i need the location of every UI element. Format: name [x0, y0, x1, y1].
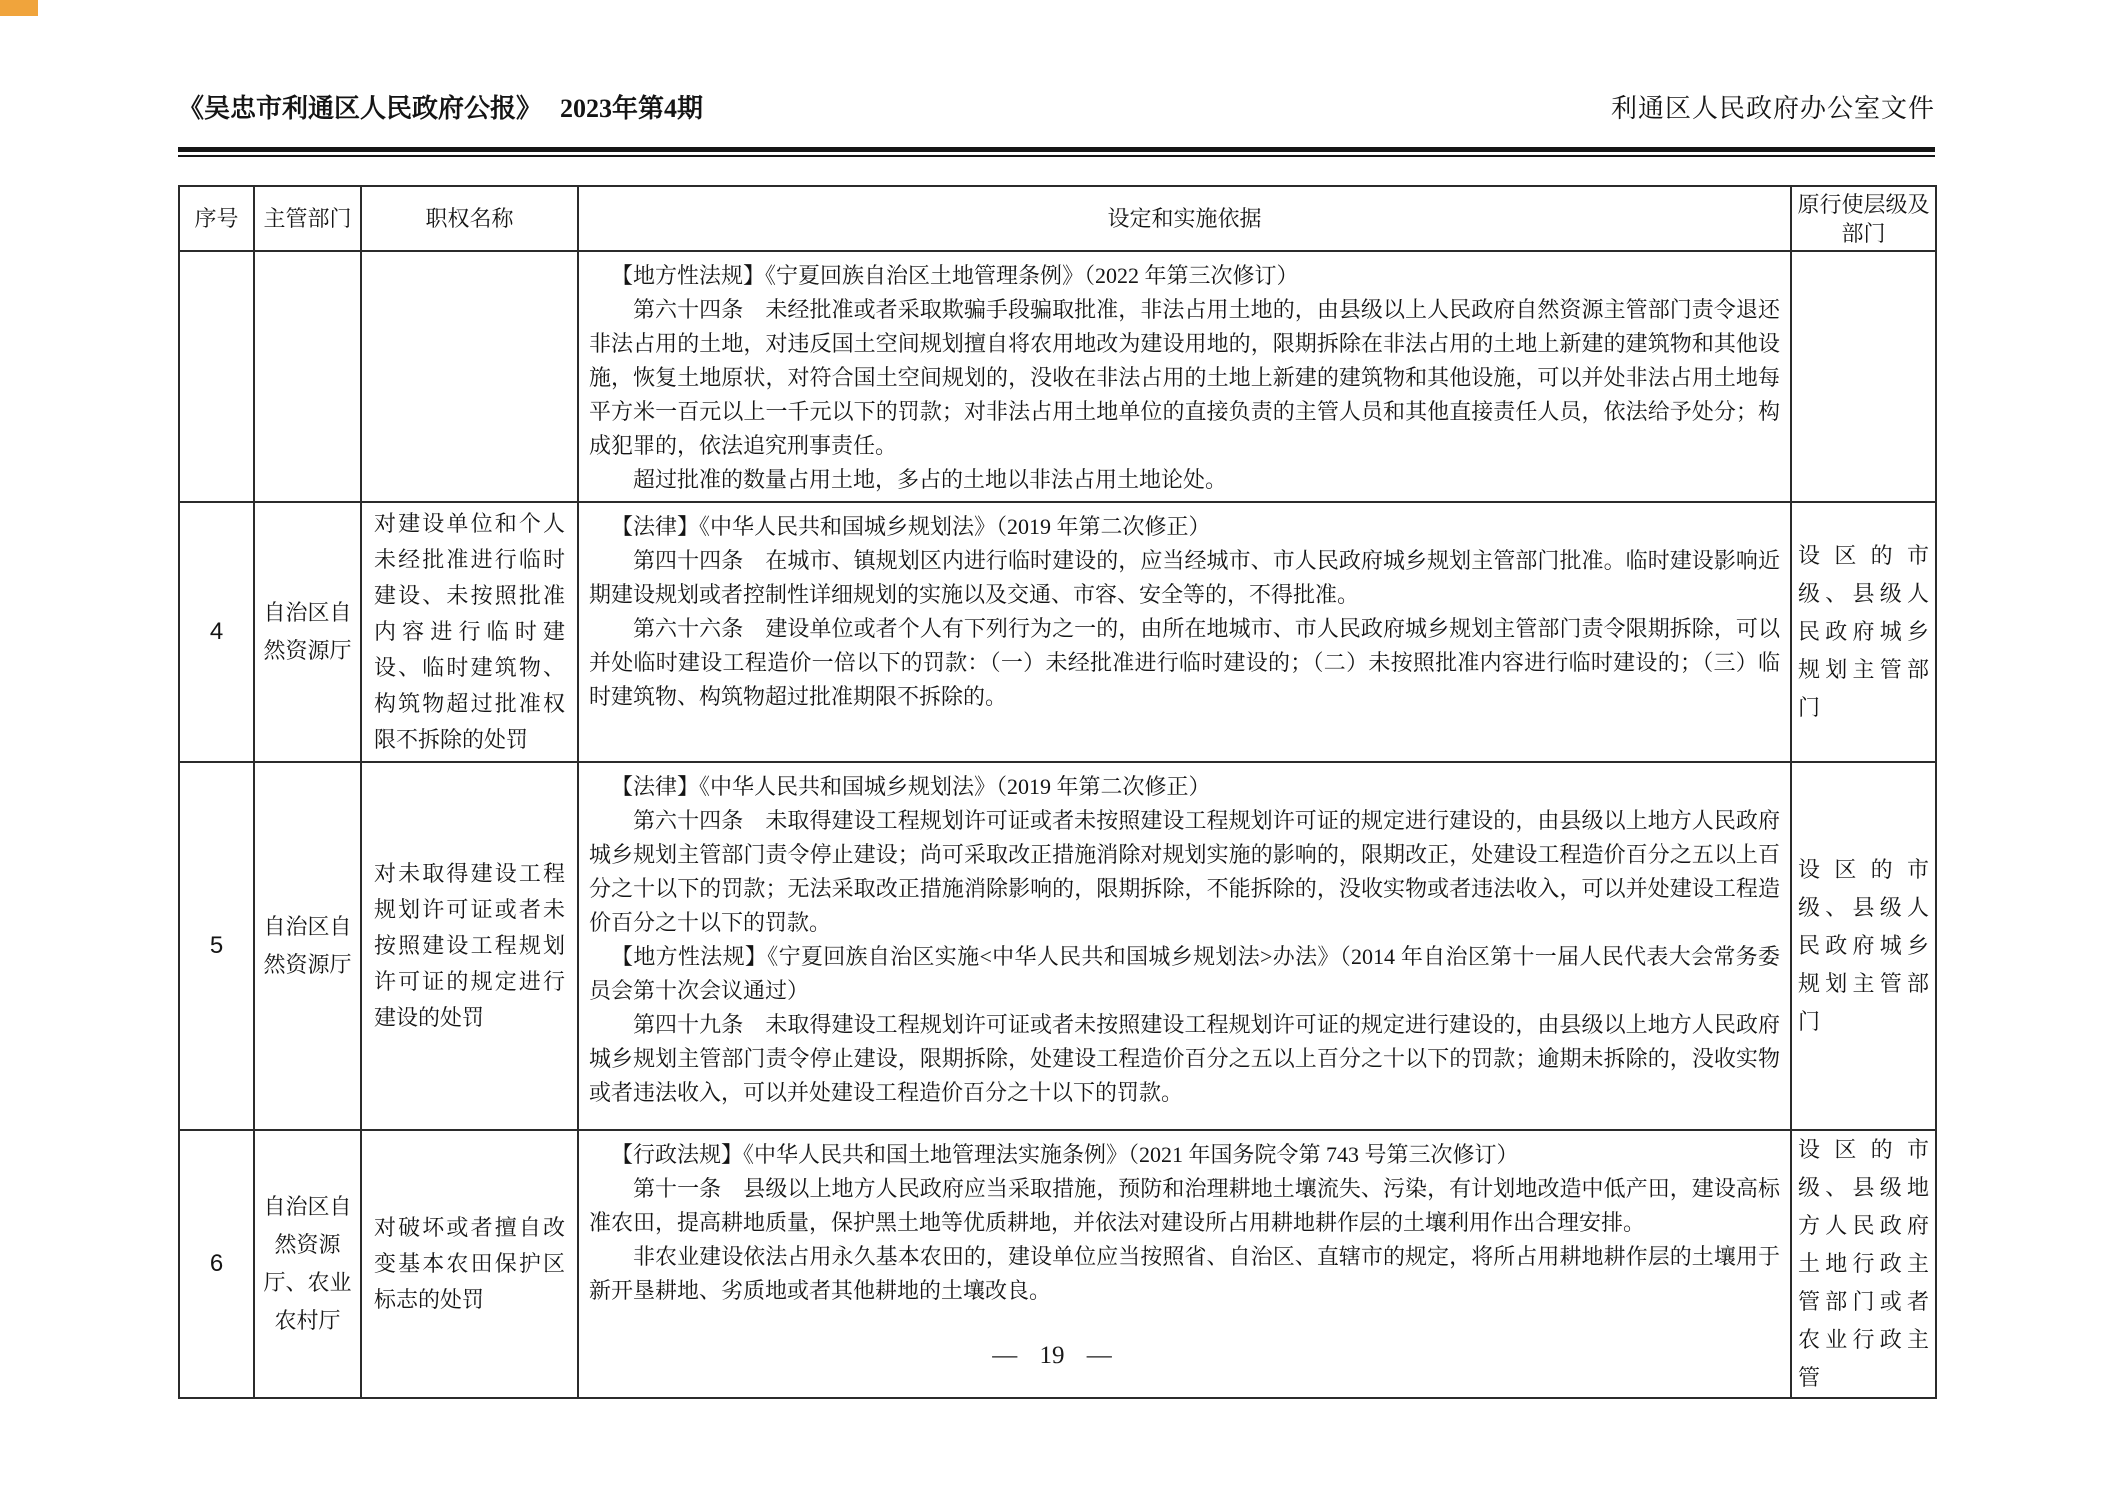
cell-power-name: 对未取得建设工程规划许可证或者未按照建设工程规划许可证的规定进行建设的处罚 — [361, 762, 578, 1130]
basis-paragraph: 第四十九条 未取得建设工程规划许可证或者未按照建设工程规划许可证的规定进行建设的，由县级以上地方人民政府城乡规划主管部门责令停止建设，限期拆除，处建设工程造价百分之五以上百分之十以下的罚款；逾期未拆除的，没收实物或者违法收入，可以并处建设工程造价百分之十以下的罚款。 — [589, 1012, 1780, 1105]
basis-paragraph: 第四十四条 在城市、镇规划区内进行临时建设的，应当经城市、市人民政府城乡规划主管部门批准。临时建设影响近期建设规划或者控制性详细规划的实施以及交通、市容、安全等的，不得批准。 — [589, 548, 1780, 607]
page-number: — 19 — — [992, 1342, 1112, 1369]
table-row-4 — [179, 502, 1936, 762]
cell-serial: 4 — [179, 502, 254, 762]
cell-original-level — [1791, 251, 1936, 502]
basis-paragraph: 非农业建设依法占用永久基本农田的，建设单位应当按照省、自治区、直辖市的规定，将所占用耕地耕作层的土壤用于新开垦耕地、劣质地或者其他耕地的土壤改良。 — [589, 1244, 1780, 1303]
col-header-department: 主管部门 — [254, 186, 361, 251]
basis-paragraph: 第六十四条 未取得建设工程规划许可证或者未按照建设工程规划许可证的规定进行建设的，由县级以上地方人民政府城乡规划主管部门责令停止建设；尚可采取改正措施消除对规划实施的影响的，限期改正，处建设工程造价百分之五以上百分之十以下的罚款；无法采取改正措施消除影响的，限期拆除，不能拆除的，没收实物或者违法收入，可以并处建设工程造价百分之十以下的罚款。 — [589, 808, 1780, 935]
page-footer — [0, 1342, 2104, 1370]
cell-department: 自治区自然资源厅、农业农村厅 — [254, 1130, 361, 1398]
basis-paragraph: 超过批准的数量占用土地，多占的土地以非法占用土地论处。 — [633, 467, 1228, 492]
cell-department — [254, 251, 361, 502]
gazette-issue: 2023年第4期 — [560, 94, 704, 123]
gazette-title: 《吴忠市利通区人民政府公报》 — [178, 94, 543, 123]
cell-power-name — [361, 251, 578, 502]
cell-serial: 6 — [179, 1130, 254, 1398]
cell-serial: 5 — [179, 762, 254, 1130]
basis-paragraph: 第六十四条 未经批准或者采取欺骗手段骗取批准，非法占用土地的，由县级以上人民政府自然资源主管部门责令退还非法占用的土地，对违反国土空间规划擅自将农用地改为建设用地的，限期拆除在非法占用的土地上新建的建筑物和其他设施，恢复土地原状，对符合国土空间规划的，没收在非法占用的土地上新建的建筑物和其他设施，可以并处非法占用土地每平方米一百元以上一千元以下的罚款；对非法占用土地单位的直接负责的主管人员和其他直接责任人员，依法给予处分；构成犯罪的，依法追究刑事责任。 — [589, 297, 1780, 458]
cell-power-name: 对建设单位和个人未经批准进行临时建设、未按照批准内容进行临时建设、临时建筑物、构筑物超过批准权限不拆除的处罚 — [361, 502, 578, 762]
basis-paragraph: 【法律】《中华人民共和国城乡规划法》（2019 年第二次修正） — [611, 514, 1211, 539]
cell-original-level: 设区的市级、县级地方人民政府土地行政主管部门或者农业行政主管 — [1791, 1130, 1936, 1398]
col-header-basis: 设定和实施依据 — [578, 186, 1791, 251]
cell-original-level: 设区的市级、县级人民政府城乡规划主管部门 — [1791, 502, 1936, 762]
col-header-original-level: 原行使层级及部门 — [1791, 186, 1936, 251]
basis-paragraph: 【法律】《中华人民共和国城乡规划法》（2019 年第二次修正） — [611, 774, 1211, 799]
basis-paragraph: 第六十六条 建设单位或者个人有下列行为之一的，由所在地城市、市人民政府城乡规划主管部门责令限期拆除，可以并处临时建设工程造价一倍以下的罚款：（一）未经批准进行临时建设的；（二）未按照批准内容进行临时建设的；（三）临时建筑物、构筑物超过批准期限不拆除的。 — [589, 616, 1780, 709]
basis-paragraph: 【地方性法规】《宁夏回族自治区土地管理条例》（2022 年第三次修订） — [611, 263, 1299, 288]
cell-department: 自治区自然资源厅 — [254, 502, 361, 762]
col-header-power-name: 职权名称 — [361, 186, 578, 251]
basis-paragraph: 【行政法规】《中华人民共和国土地管理法实施条例》（2021 年国务院令第 743 号第三次修订） — [611, 1142, 1519, 1167]
cell-basis — [578, 502, 1791, 762]
table-header-row — [179, 186, 1936, 251]
cell-power-name: 对破坏或者擅自改变基本农田保护区标志的处罚 — [361, 1130, 578, 1398]
gazette-header — [178, 92, 703, 126]
cell-department: 自治区自然资源厅 — [254, 762, 361, 1130]
cell-basis — [578, 251, 1791, 502]
table-row-5 — [179, 762, 1936, 1130]
header-divider-rule — [178, 147, 1935, 157]
col-header-serial: 序号 — [179, 186, 254, 251]
scan-corner-mark — [0, 0, 38, 16]
page-header — [178, 92, 1935, 126]
table-row-continued — [179, 251, 1936, 502]
cell-original-level: 设区的市级、县级人民政府城乡规划主管部门 — [1791, 762, 1936, 1130]
basis-paragraph: 【地方性法规】《宁夏回族自治区实施<中华人民共和国城乡规划法>办法》（2014 年自治区第十一届人民代表大会常务委员会第十次会议通过） — [589, 944, 1780, 1003]
basis-paragraph: 第十一条 县级以上地方人民政府应当采取措施，预防和治理耕地土壤流失、污染，有计划地改造中低产田，建设高标准农田，提高耕地质量，保护黑土地等优质耕地，并依法对建设所占用耕地耕作层的土壤利用作出合理安排。 — [589, 1176, 1780, 1235]
cell-serial — [179, 251, 254, 502]
power-list-table — [178, 185, 1937, 1399]
cell-basis — [578, 762, 1791, 1130]
office-document-label: 利通区人民政府办公室文件 — [1610, 94, 1935, 123]
